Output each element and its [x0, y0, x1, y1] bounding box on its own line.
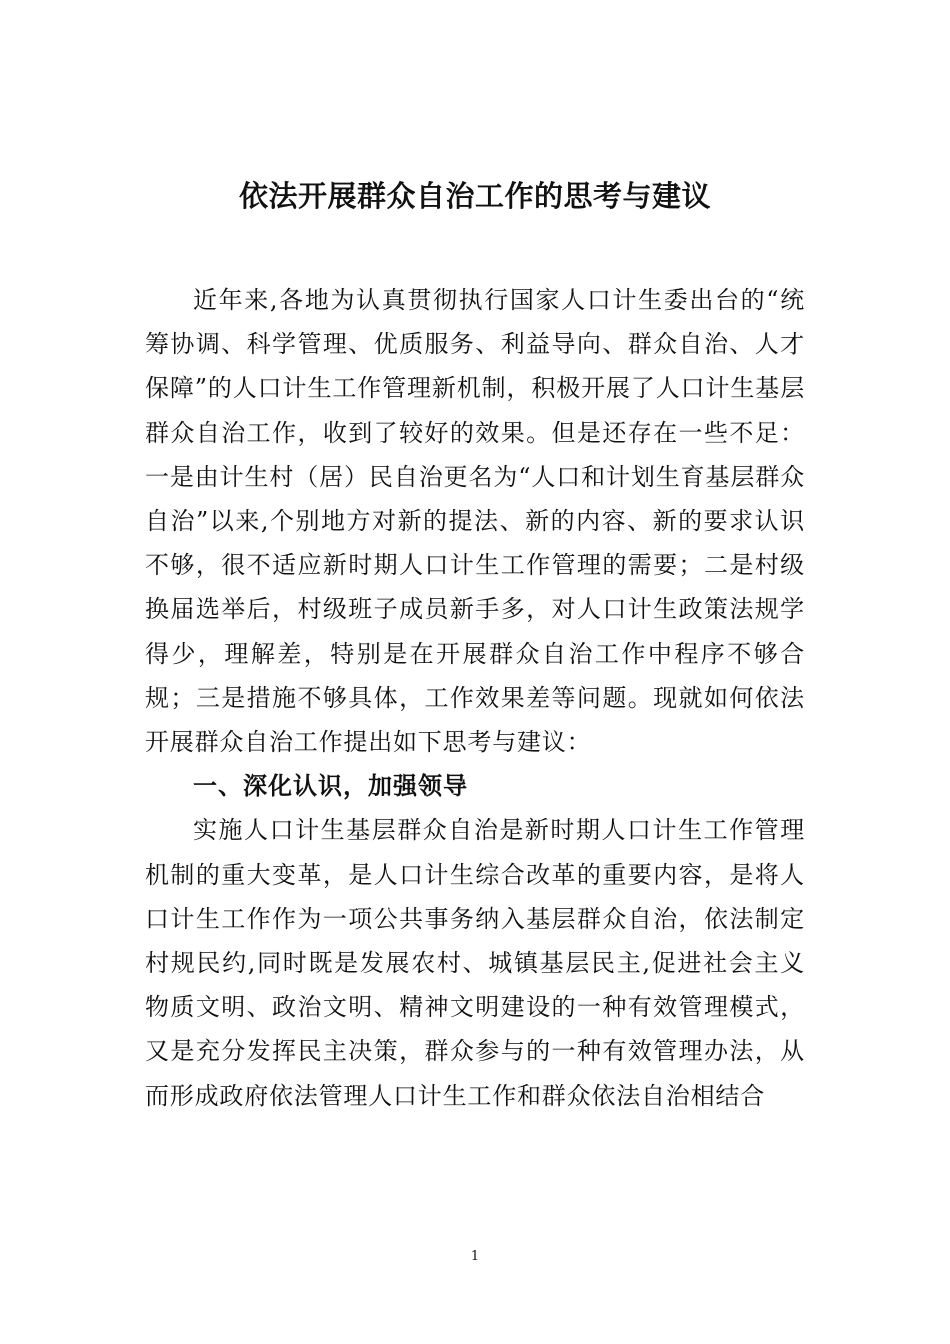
- document-title: 依法开展群众自治工作的思考与建议: [238, 179, 711, 213]
- intro-paragraph: 近年来,各地为认真贯彻执行国家人口计生委出台的“统筹协调、科学管理、优质服务、利益导向、群众自治、人才保障”的人口计生工作管理新机制，积极开展了人口计生基层群众自治工作，收到了较好的效果。但是还存在一些不足：一是由计生村（居）民自治更名为“人口和计划生育基层群众自治”以来,个别地方对新的提法、新的内容、新的要求认识不够，很不适应新时期人口计生工作管理的需要；二是村级换届选举后，村级班子成员新手多，对人口计生政策法规学得少，理解差，特别是在开展群众自治工作中程序不够合规；三是措施不够具体，工作效果差等问题。现就如何依法开展群众自治工作提出如下思考与建议：: [145, 286, 805, 757]
- document-body: [145, 278, 805, 1118]
- page-number: 1: [470, 1249, 480, 1264]
- section-paragraph: 实施人口计生基层群众自治是新时期人口计生工作管理机制的重大变革，是人口计生综合改革的重要内容，是将人口计生工作作为一项公共事务纳入基层群众自治，依法制定村规民约,同时既是发展农村、城镇基层民主,促进社会主义物质文明、政治文明、精神文明建设的一种有效管理模式，又是充分发挥民主决策，群众参与的一种有效管理办法，从而形成政府依法管理人口计生工作和群众依法自治相结合: [145, 816, 805, 1110]
- section-heading: 一、深化认识，加强领导: [193, 772, 468, 801]
